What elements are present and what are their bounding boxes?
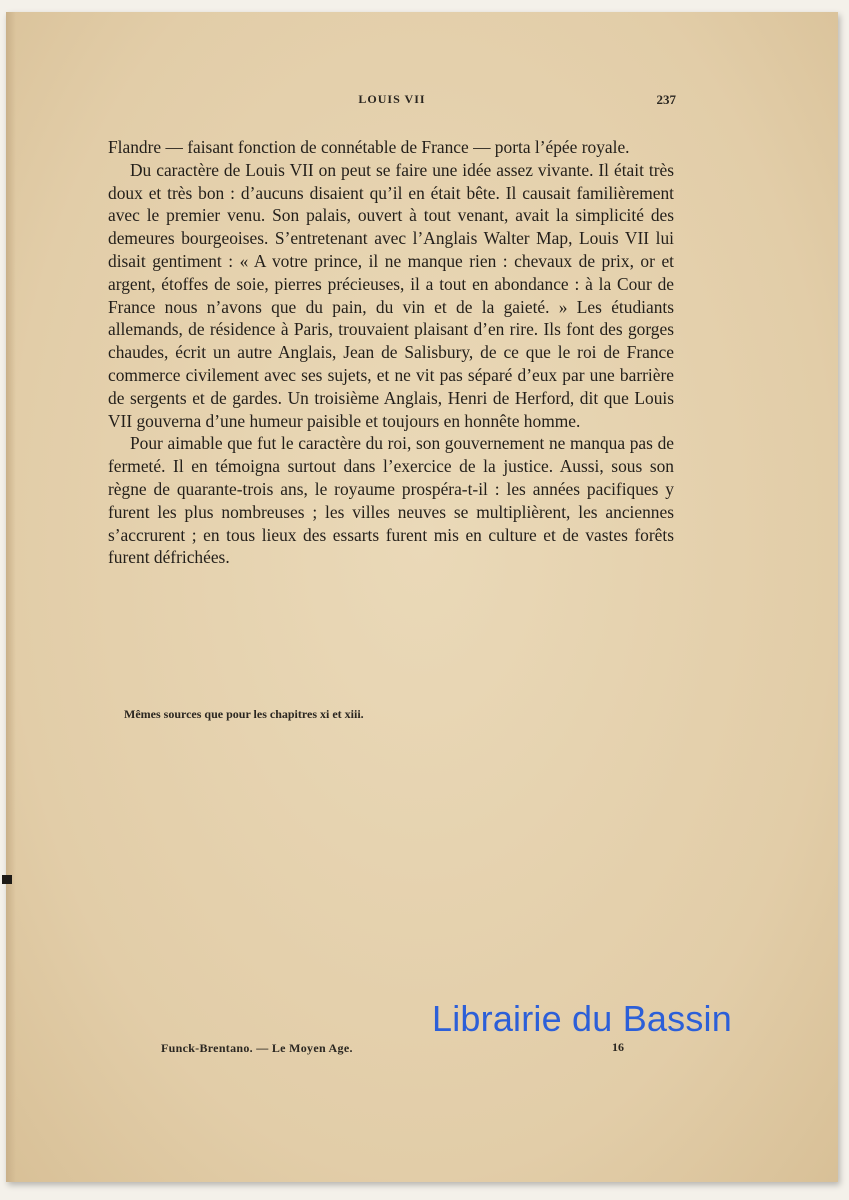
- binding-mark: [2, 875, 12, 884]
- page-number: 237: [656, 92, 676, 107]
- paragraph-1: Flandre — faisant fonction de connétable de France — porta l’épée royale.: [108, 137, 630, 157]
- footer-signature: 16: [612, 1040, 624, 1054]
- page-edge-shadow: [6, 12, 16, 1182]
- running-title: LOUIS VII: [358, 92, 426, 106]
- paragraph-3: Pour aimable que fut le caractère du roi, son gouvernement ne manqua pas de fermeté. Il en témoigna surtout dans l’exercice de la justice. Aussi, sous son règne de quarante-trois ans, le royaume prospéra-t-il : les années pacifiques y furent les plus nombreuses ; les villes neuves se multiplièrent, les anciennes s’accrurent ; en tous lieux des essarts furent mis en culture et de vastes forêts furent défrichées.: [108, 433, 674, 568]
- body-text: [108, 136, 674, 569]
- sources-note: Mêmes sources que pour les chapitres xi et xiii.: [124, 707, 364, 721]
- footer-author-title: Funck-Brentano. — Le Moyen Age.: [161, 1041, 353, 1055]
- page-header: [108, 92, 676, 116]
- watermark-text: Librairie du Bassin: [432, 998, 732, 1039]
- paragraph-2: Du caractère de Louis VII on peut se faire une idée assez vivante. Il était très doux et très bon : d’aucuns disaient qu’il en était bête. Il causait familièrement avec le premier venu. Son palais, ouvert à tout venant, avait la simplicité des demeures bourgeoises. S’entretenant avec l’Anglais Walter Map, Louis VII lui disait gentiment : « A votre prince, il ne manque rien : chevaux de prix, or et argent, étoffes de soie, pierres précieuses, il a tout en abondance : à la Cour de France nous n’avons que du pain, du vin et de la gaieté. » Les étudiants allemands, de résidence à Paris, trouvaient plaisant d’en rire. Ils font des gorges chaudes, écrit un autre Anglais, Jean de Salisbury, de ce que le roi de France commerce civilement avec ses sujets, et ne vit pas séparé d’eux par une barrière de sergents et de gardes. Un troisième Anglais, Henri de Herford, dit que Louis VII gouverna d’une humeur paisible et toujours en honnête homme.: [108, 159, 674, 431]
